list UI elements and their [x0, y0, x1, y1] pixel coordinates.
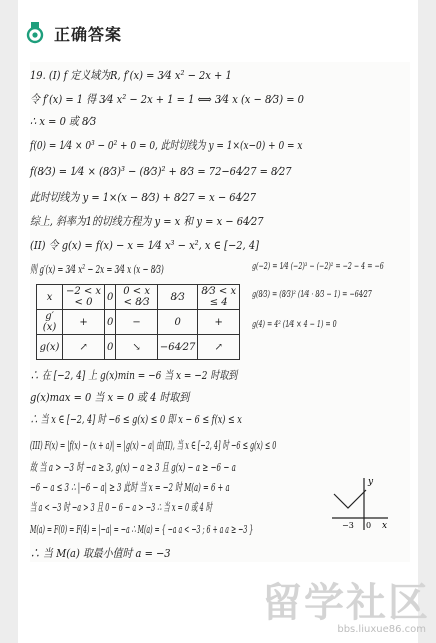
table-cell: +: [198, 310, 240, 335]
solution-line: 综上, 斜率为1的切线方程为 y = x 和 y = x − 64⁄27: [30, 214, 264, 228]
solution-line: 当 a < −3 时 −a > 3 且 0 − 6 − a > −3 ∴ 当 x = 0 或 4 时: [30, 500, 213, 514]
solution-line: −6 − a ≤ 3 ∴ |−6 − a| ≥ 3 此时 当 x = −2 时 M(a) = 6 + a: [30, 480, 230, 494]
side-note: g(−2) = 1⁄4 (−2)³ − (−2)² = −2 − 4 = −6: [252, 262, 384, 272]
solution-line: ∴ 在 [−2, 4] 上 g(x)min = −6 当 x = −2 时取到: [30, 368, 238, 382]
table-cell: 0: [104, 335, 115, 360]
graph-origin-label: 0: [366, 521, 372, 530]
table-cell: +: [63, 310, 105, 335]
table-cell: 0: [157, 310, 198, 335]
table-cell: ↗: [63, 335, 105, 360]
side-note: g(8⁄3) = (8⁄3)² (1⁄4 · 8⁄3 − 1) = −64⁄27: [252, 290, 372, 300]
site-watermark: [250, 571, 430, 635]
solution-line: 则 g′(x) = 3⁄4 x² − 2x = 3⁄4 x (x − 8⁄3): [30, 262, 164, 276]
solution-line: (II) 令 g(x) = f(x) − x = 1⁄4 x³ − x², x ∈ [−2, 4]: [30, 238, 259, 252]
table-header-cell: −2 < x < 0: [63, 285, 105, 310]
solution-line: f(0) = 1⁄4 × 0³ − 0² + 0 = 0, 此时切线为 y = 1×(x−0) + 0 = x: [30, 138, 303, 152]
graph-y-label: y: [368, 477, 374, 487]
table-cell: −64⁄27: [157, 335, 198, 360]
solution-line: g(x)max = 0 当 x = 0 或 4 时取到: [30, 390, 190, 404]
graph-tick-label: −3: [342, 521, 354, 530]
table-cell: ↗: [198, 335, 240, 360]
solution-line: ∴ 当 x ∈ [−2, 4] 时 −6 ≤ g(x) ≤ 0 即 x − 6 ≤ f(x) ≤ x: [30, 412, 242, 426]
solution-line: ∴ x = 0 或 8⁄3: [30, 114, 97, 128]
table-header-cell: 0: [104, 285, 115, 310]
solution-line: f(8⁄3) = 1⁄4 × (8⁄3)³ − (8⁄3)² + 8⁄3 = 72−64⁄27 = 8⁄27: [30, 164, 292, 178]
table-row-label: g′(x): [37, 310, 63, 335]
section-title: 正确答案: [54, 24, 123, 44]
solution-line: 此时切线为 y = 1×(x − 8⁄3) + 8⁄27 = x − 64⁄27: [30, 190, 257, 204]
solution-line: M(a) = F(0) = F(4) = |−a| = −a ∴ M(a) = { −a a < −3 ; 6 + a a ≥ −3 }: [30, 522, 254, 536]
side-note: g(4) = 4² (1⁄4 × 4 − 1) = 0: [252, 320, 337, 330]
table-row-label: g(x): [37, 335, 63, 360]
table-cell: 0: [104, 310, 115, 335]
mini-graph: [330, 474, 390, 538]
solution-line: 故 当 a > −3 时 −a ≥ 3, g(x) − a ≥ 3 且 g(x) − a ≥ −6 − a: [30, 460, 236, 474]
table-cell: −: [116, 310, 158, 335]
table-header-cell: 0 < x < 8⁄3: [116, 285, 158, 310]
sign-table: [36, 284, 240, 360]
graph-x-label: x: [382, 521, 388, 531]
watermark-brand: 留学社区: [262, 580, 430, 626]
answer-header: [26, 20, 122, 46]
table-header-cell: 8⁄3: [157, 285, 198, 310]
solution-line: 令 f′(x) = 1 得 3⁄4 x² − 2x + 1 = 1 ⟺ 3⁄4 x (x − 8⁄3) = 0: [30, 92, 304, 106]
medal-icon: [26, 22, 44, 44]
table-header-cell: x: [37, 285, 63, 310]
solution-line: (III) F(x) = |f(x) − (x + a)| = |g(x) − a| 由(II), 当 x ∈ [−2, 4] 时 −6 ≤ g(x) ≤ 0: [30, 438, 277, 452]
table-cell: ↘: [116, 335, 158, 360]
solution-line: 19. (I) f 定义域为R, f′(x) = 3⁄4 x² − 2x + 1: [30, 68, 232, 82]
table-header-cell: 8⁄3 < x ≤ 4: [198, 285, 240, 310]
solution-line: ∴ 当 M(a) 取最小值时 a = −3: [30, 546, 171, 560]
watermark-url: bbs.liuxue86.com: [337, 624, 426, 635]
